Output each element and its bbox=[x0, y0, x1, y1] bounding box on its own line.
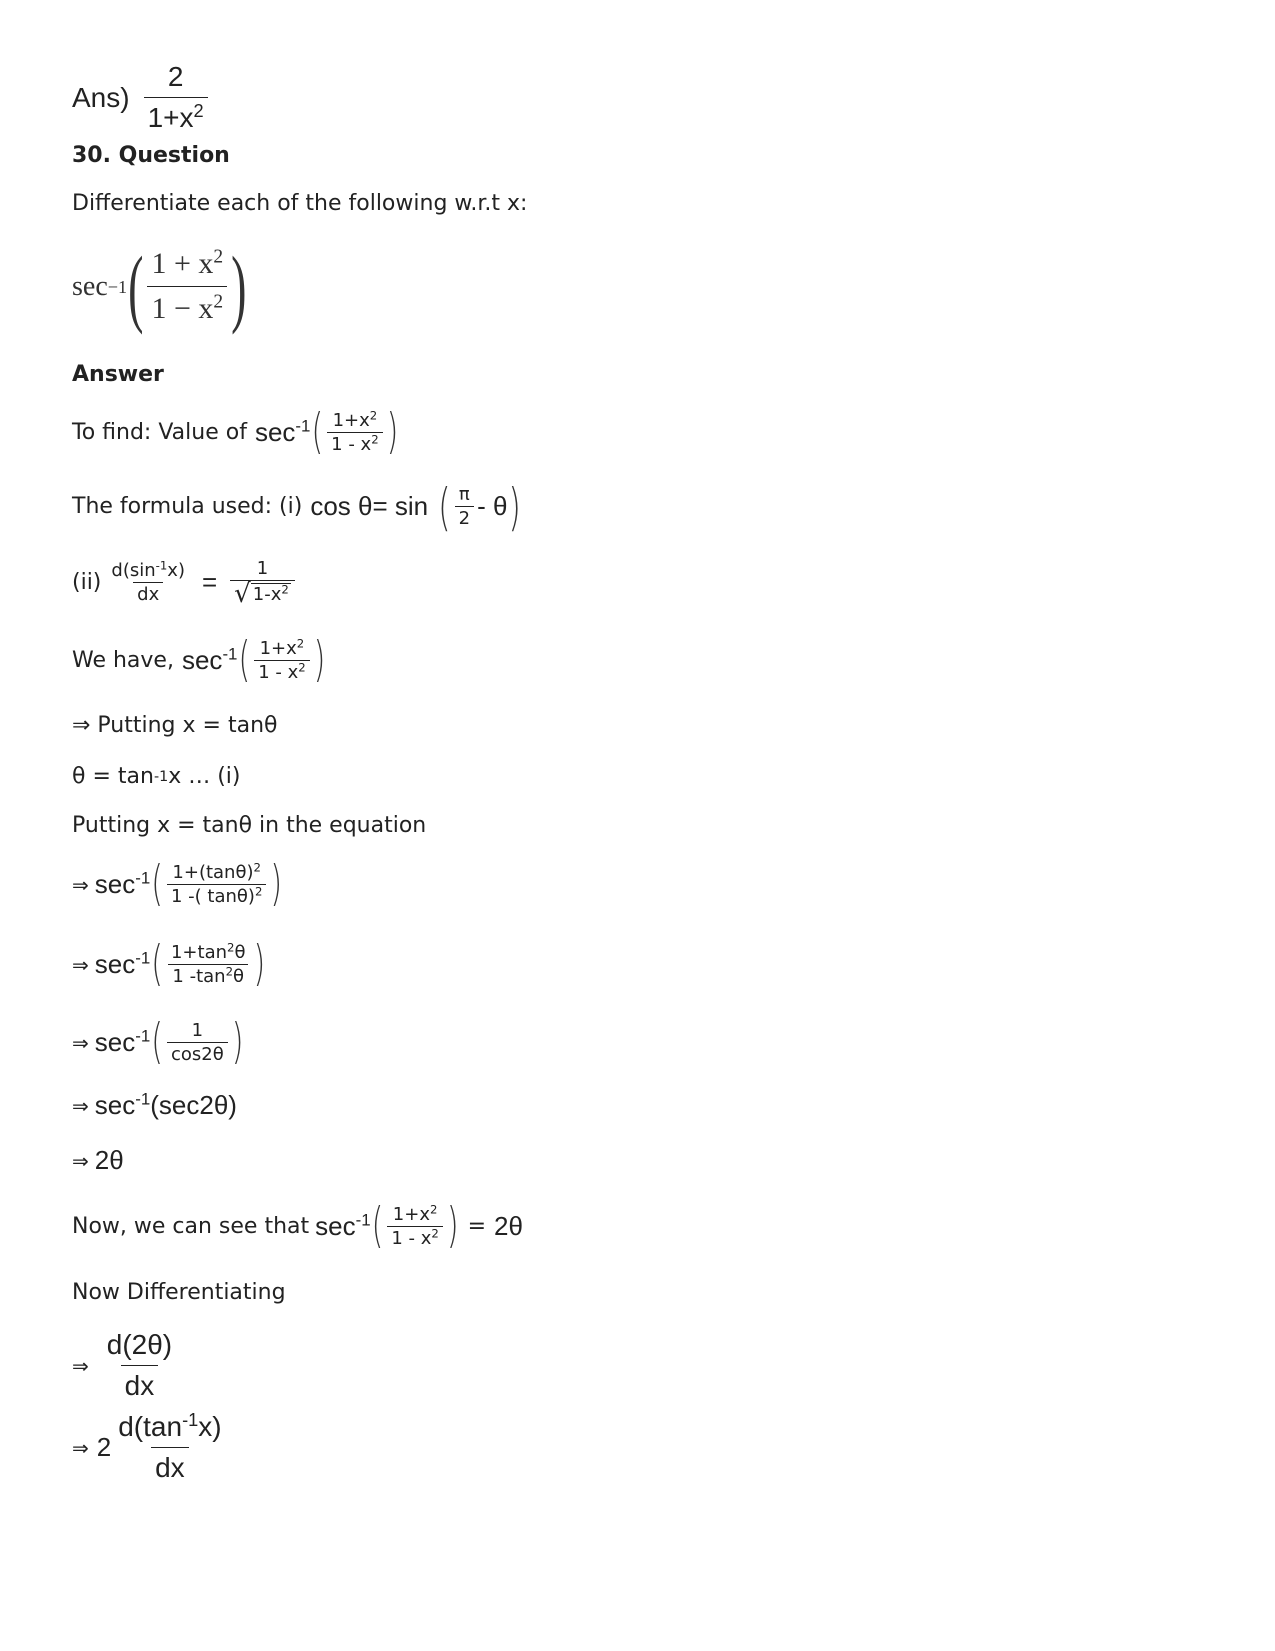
formula-two: (ii) $\frac{d(\sin^{-1}x)}{dx}$ = 1 √ $1-x^2$ bbox=[72, 558, 298, 607]
now-differentiating: Now Differentiating bbox=[72, 1280, 286, 1305]
putting-line-two: Putting x = tanθ in the equation bbox=[72, 813, 427, 838]
to-find-fraction: $\frac{1+x^2}{1 - x^2}$ bbox=[327, 410, 382, 455]
to-find-line: To find: Value of $\sec^{-1}$ ( $\frac{1+x^2}{1 - x^2}$ ) bbox=[72, 404, 399, 461]
problem-expression: sec −1 ( $\frac{1 + x^2}{1 - x^2}$ ) bbox=[72, 238, 247, 335]
theta-definition: θ = tan -1 x … (i) bbox=[72, 764, 241, 789]
diff-step-one: ⇒ $\frac{d(2\theta)}{dx}$ bbox=[72, 1326, 179, 1405]
step-three: ⇒ $\sec^{-1}$ ( $\frac{1}{\cos 2\theta}$ ) bbox=[72, 1014, 244, 1071]
step-one-fraction: $\frac{1+(\tan\theta)^2}{1 -( \tan\theta)^2}$ bbox=[167, 862, 266, 907]
step-one: ⇒ $\sec^{-1}$ ( $\frac{1+(\tan\theta)^2}{1 -( \tan\theta)^2}$ ) bbox=[72, 856, 283, 913]
answer-heading: Answer bbox=[72, 362, 164, 387]
now-see-line: Now, we can see that $\sec^{-1}$ ( $\frac{1+x^2}{1 - x^2}$ ) = 2θ bbox=[72, 1198, 523, 1255]
one-over-root: 1 √ $1-x^2$ bbox=[230, 558, 295, 607]
ans-label: Ans) bbox=[72, 81, 130, 113]
step-three-fraction: $\frac{1}{\cos 2\theta}$ bbox=[167, 1020, 228, 1065]
we-have-line: We have, $\sec^{-1}$ ( $\frac{1+x^2}{1 - x^2}$ ) bbox=[72, 632, 326, 689]
ans-fraction: $\frac{2}{1+x^2}$ bbox=[144, 58, 208, 137]
we-have-fraction: $\frac{1+x^2}{1 - x^2}$ bbox=[254, 638, 309, 683]
problem-fraction: $\frac{1 + x^2}{1 - x^2}$ bbox=[147, 243, 227, 330]
diff-step-two: ⇒ 2 $\frac{d(\tan^{-1}x)}{dx}$ bbox=[72, 1408, 229, 1487]
now-see-fraction: $\frac{1+x^2}{1 - x^2}$ bbox=[387, 1204, 442, 1249]
d-two-theta-fraction: $\frac{d(2\theta)}{dx}$ bbox=[103, 1326, 176, 1405]
step-five: ⇒ 2θ bbox=[72, 1145, 124, 1175]
putting-line-one: ⇒ Putting x = tanθ bbox=[72, 713, 278, 738]
pi-over-two: $\frac{\pi}{2}$ bbox=[455, 484, 474, 529]
step-two: ⇒ $\sec^{-1}$ ( $\frac{1+\tan^2\theta}{1 -\tan^2\theta}$ ) bbox=[72, 936, 266, 993]
formula-one: The formula used: (i) cos θ= sin ( $\frac{\pi}{2}$ - θ ) bbox=[72, 476, 521, 537]
step-two-fraction: $\frac{1+\tan^2\theta}{1 -\tan^2\theta}$ bbox=[167, 942, 249, 987]
question-text: Differentiate each of the following w.r.t x: bbox=[72, 191, 528, 216]
question-title: 30. Question bbox=[72, 143, 230, 168]
d-tan-inverse-fraction: $\frac{d(\tan^{-1}x)}{dx}$ bbox=[114, 1408, 225, 1487]
derivative-sin-inverse: $\frac{d(\sin^{-1}x)}{dx}$ bbox=[111, 558, 185, 605]
step-four: ⇒ $\sec^{-1}(\sec 2\theta)$ bbox=[72, 1089, 237, 1120]
previous-answer bbox=[72, 58, 211, 137]
